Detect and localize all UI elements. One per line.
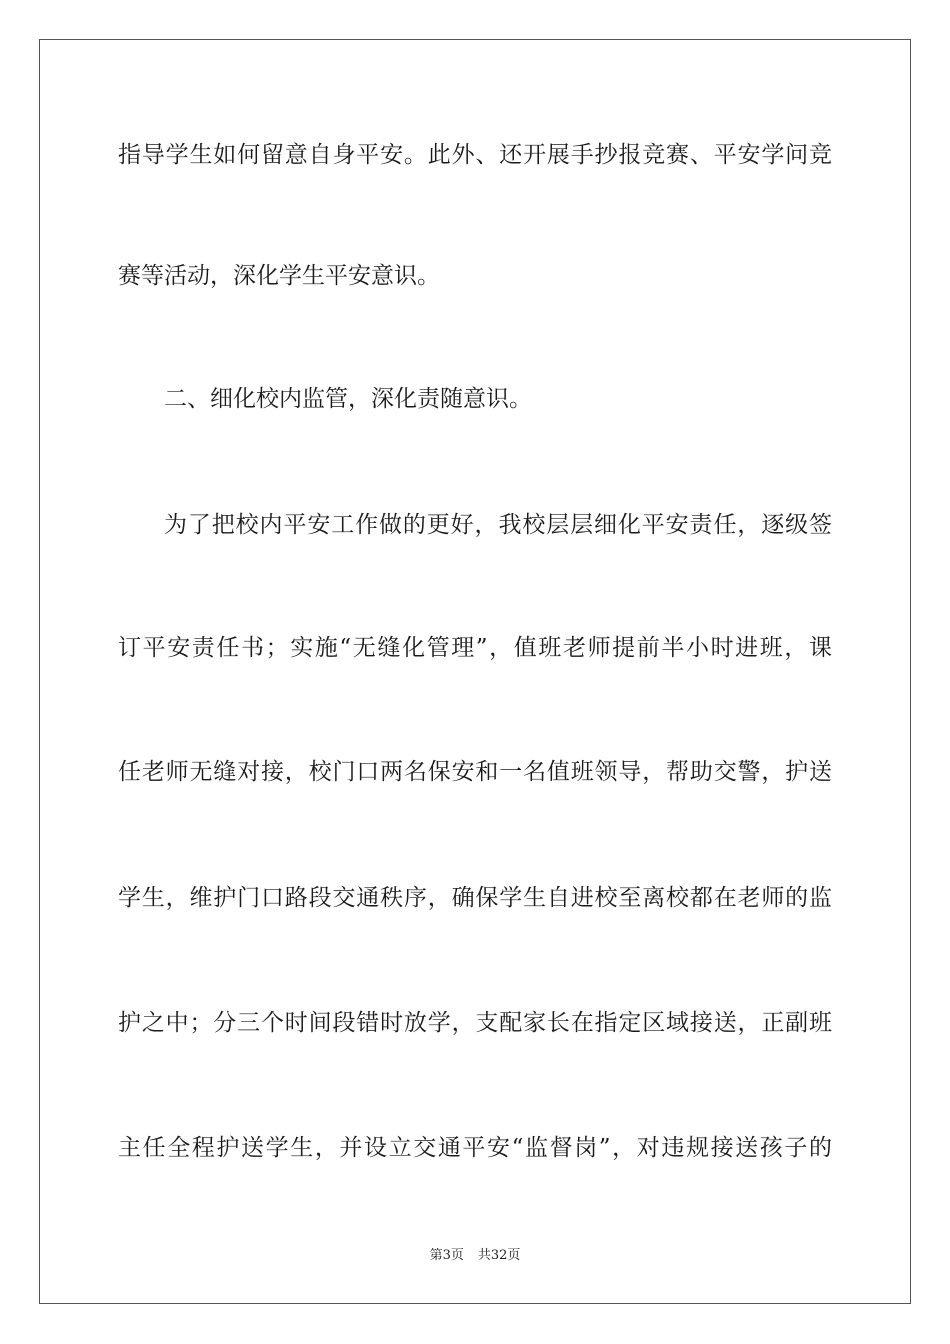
- body-text-line: 护之中；分三个时间段错时放学，支配家长在指定区域接送，正副班: [118, 1010, 832, 1036]
- body-text-line: 订平安责任书；实施“无缝化管理”，值班老师提前半小时进班，课: [118, 635, 832, 661]
- body-text-line: 指导学生如何留意自身平安。此外、还开展手抄报竞赛、平安学问竞: [118, 142, 832, 168]
- body-text-line: 赛等活动，深化学生平安意识。: [118, 263, 440, 289]
- body-text-line: 学生，维护门口路段交通秩序，确保学生自进校至离校都在老师的监: [118, 885, 832, 911]
- section-heading: 二、细化校内监管，深化责随意识。: [164, 386, 532, 412]
- page-footer: [0, 1247, 950, 1265]
- body-text-line: 主任全程护送学生，并设立交通平安“监督岗”，对违规接送孩子的: [118, 1135, 832, 1161]
- page-number: 第3页: [429, 1248, 464, 1263]
- page-frame: [39, 39, 911, 1304]
- body-text-line: 任老师无缝对接，校门口两名保安和一名值班领导，帮助交警，护送: [118, 759, 832, 785]
- page-total: 共32页: [477, 1248, 521, 1263]
- body-text-line: 为了把校内平安工作做的更好，我校层层细化平安责任，逐级签: [164, 512, 832, 538]
